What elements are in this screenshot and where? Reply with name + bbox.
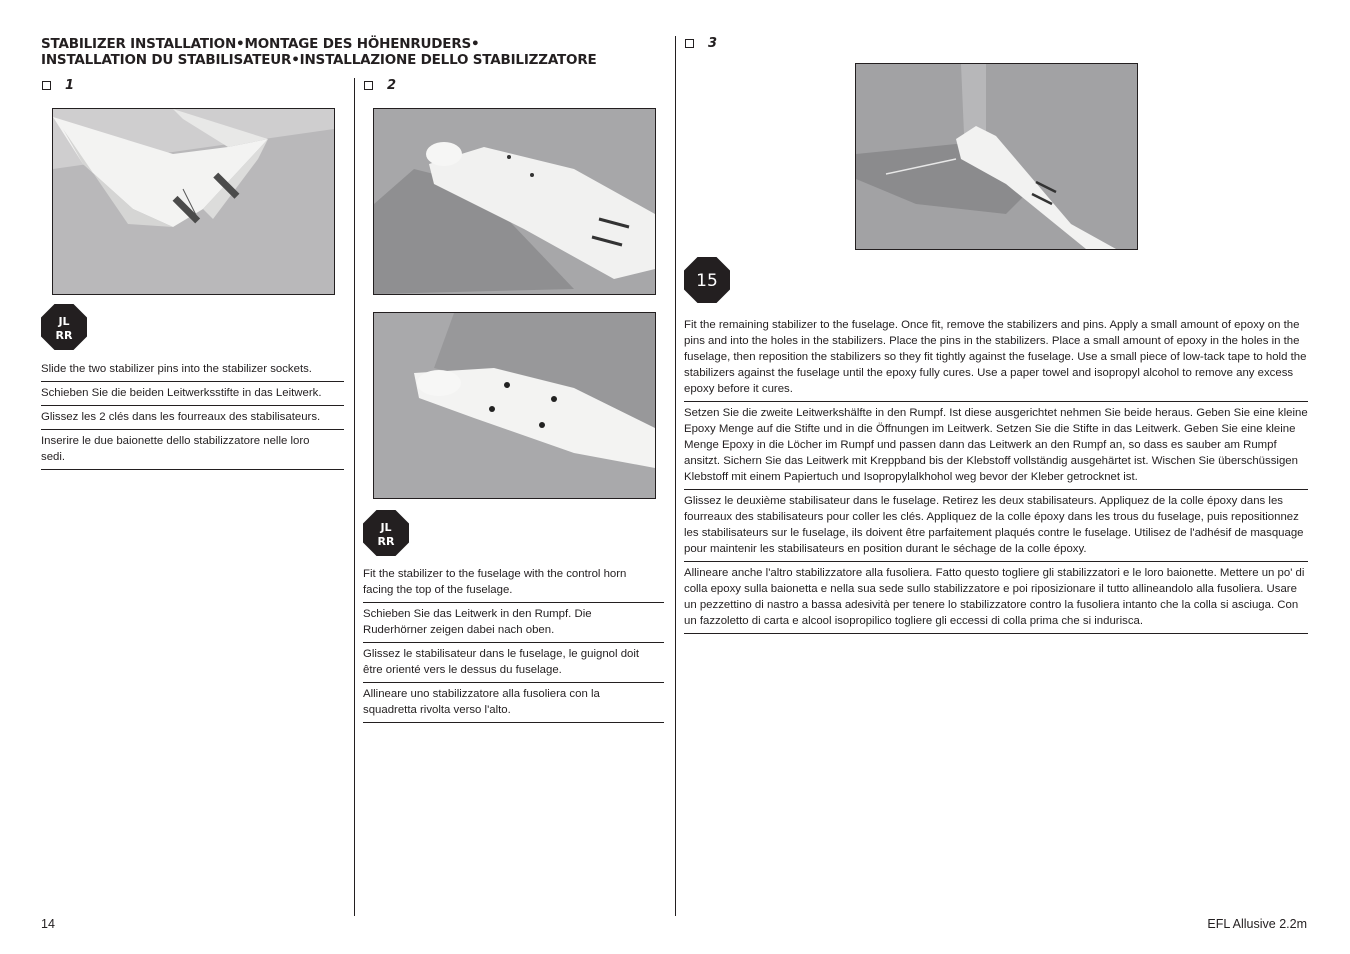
svg-text:JL: JL: [58, 315, 70, 328]
col2-english: Fit the stabilizer to the fuselage with the control horn facing the top of the fuselage.: [363, 563, 664, 603]
svg-text:RR: RR: [55, 329, 73, 342]
step-1-label: [42, 78, 74, 93]
col2-french: Glissez le stabilisateur dans le fuselage, le guignol doit être orienté vers le dessus du fuselage.: [363, 643, 664, 683]
svg-text:15: 15: [696, 271, 718, 291]
heading-line-2: INSTALLATION DU STABILISATEUR•INSTALLAZIONE DELLO STABILIZZATORE: [41, 52, 597, 68]
col3-french: Glissez le deuxième stabilisateur dans le fuselage. Retirez les deux stabilisateurs. Appliquez de la colle époxy dans les fourreaux des stabilisateurs pour coller les clés. Appliquez de la colle époxy dans les trous du fuselage, puis repositionnez les stabilisateurs sur le fuselage, ils doivent être parfaitement plaqués contre le fuselage. Utilisez de l'adhésif de masquage pour maintenir les stabilisateurs en position durant le séchage de la colle époxy.: [684, 490, 1308, 562]
col3-german: Setzen Sie die zweite Leitwerkshälfte in den Rumpf. Ist diese ausgerichtet nehmen Sie beide heraus. Geben Sie eine kleine Epoxy Menge auf die Stifte und in die Öffnungen im Leitwerk. Setzen Sie die Stifte in das Leitwerk. Geben Sie eine kleine Menge Epoxy in die Löcher im Rumpf und passen dann das Leitwerk an den Rumpf an, so dass es sauber am Rumpf ansitzt. Sichern Sie das Leitwerk mit Kreppband bis der Klebstoff vollständig ausgehärtet ist. Wischen Sie überschüssigen Klebstoff mit einem Papiertuch und Isopropylalkhohol weg bevor der Kleber getrocknet ist.: [684, 402, 1308, 490]
helper-octagon-icon-1: [41, 304, 87, 350]
step-3-label: [685, 36, 717, 51]
col1-french: Glissez les 2 clés dans les fourreaux des stabilisateurs.: [41, 406, 344, 430]
col3-italian: Allineare anche l'altro stabilizzatore alla fusoliera. Fatto questo togliere gli stabilizzatori e le loro baionette. Mettere un po' di colla epoxy sulla baionetta e nella sua sede sullo stabilizzatore e poi riposizionare il tutto allineandolo alla fusoliera. Usare un pezzettino di nastro a bassa adesività per tenere lo stabilizzatore contro la fusoliera intanto che la colla si asciuga. Con un fazzoletto di carta e alcool isopropilico togliere gli eccessi di colla prima che si indurisca.: [684, 562, 1308, 634]
col2-instructions: [363, 563, 664, 723]
col2-german: Schieben Sie das Leitwerk in den Rumpf. Die Ruderhörner zeigen dabei nach oben.: [363, 603, 664, 643]
step-15-octagon-badge: [684, 257, 730, 303]
section-heading: [41, 36, 651, 68]
col1-italian: Inserire le due baionette dello stabilizzatore nelle loro sedi.: [41, 430, 344, 470]
photo-stabilizer-fuselage-top: [373, 108, 656, 295]
svg-text:JL: JL: [380, 521, 392, 534]
step-2-checkbox[interactable]: [364, 81, 373, 90]
col1-instructions: [41, 358, 344, 470]
helper-octagon-icon-2: [363, 510, 409, 556]
step-1-checkbox[interactable]: [42, 81, 51, 90]
step-3-number: 3: [708, 36, 718, 51]
svg-text:RR: RR: [377, 535, 395, 548]
photo-tail-assembly: [855, 63, 1138, 250]
photo-stabilizer-fuselage-side: [373, 312, 656, 499]
column-divider-2: [675, 36, 676, 916]
col1-english: Slide the two stabilizer pins into the stabilizer sockets.: [41, 358, 344, 382]
step-3-checkbox[interactable]: [685, 39, 694, 48]
col3-instructions: [684, 314, 1308, 634]
step-2-label: [364, 78, 396, 93]
step-1-number: 1: [65, 78, 75, 93]
step-2-number: 2: [387, 78, 397, 93]
column-divider-1: [354, 78, 355, 916]
heading-line-1: STABILIZER INSTALLATION•MONTAGE DES HÖHENRUDERS•: [41, 36, 480, 52]
product-name: EFL Allusive 2.2m: [1207, 917, 1307, 931]
col2-italian: Allineare uno stabilizzatore alla fusoliera con la squadretta rivolta verso l'alto.: [363, 683, 664, 723]
col1-german: Schieben Sie die beiden Leitwerksstifte in das Leitwerk.: [41, 382, 344, 406]
col3-english: Fit the remaining stabilizer to the fuselage. Once fit, remove the stabilizers and pins. Apply a small amount of epoxy on the pins and into the holes in the stabilizers. Place the pins in the stabilizers. Place a small amount of epoxy in the holes in the fuselage, then reposition the stabilizers so they fit tightly against the fuselage. Use a small piece of low-tack tape to hold the stabilizers against the fuselage until the epoxy fully cures. Use a paper towel and isopropyl alcohol to remove any excess epoxy before it cures.: [684, 314, 1308, 402]
photo-stabilizer-pins: [52, 108, 335, 295]
page-number: 14: [41, 917, 55, 931]
